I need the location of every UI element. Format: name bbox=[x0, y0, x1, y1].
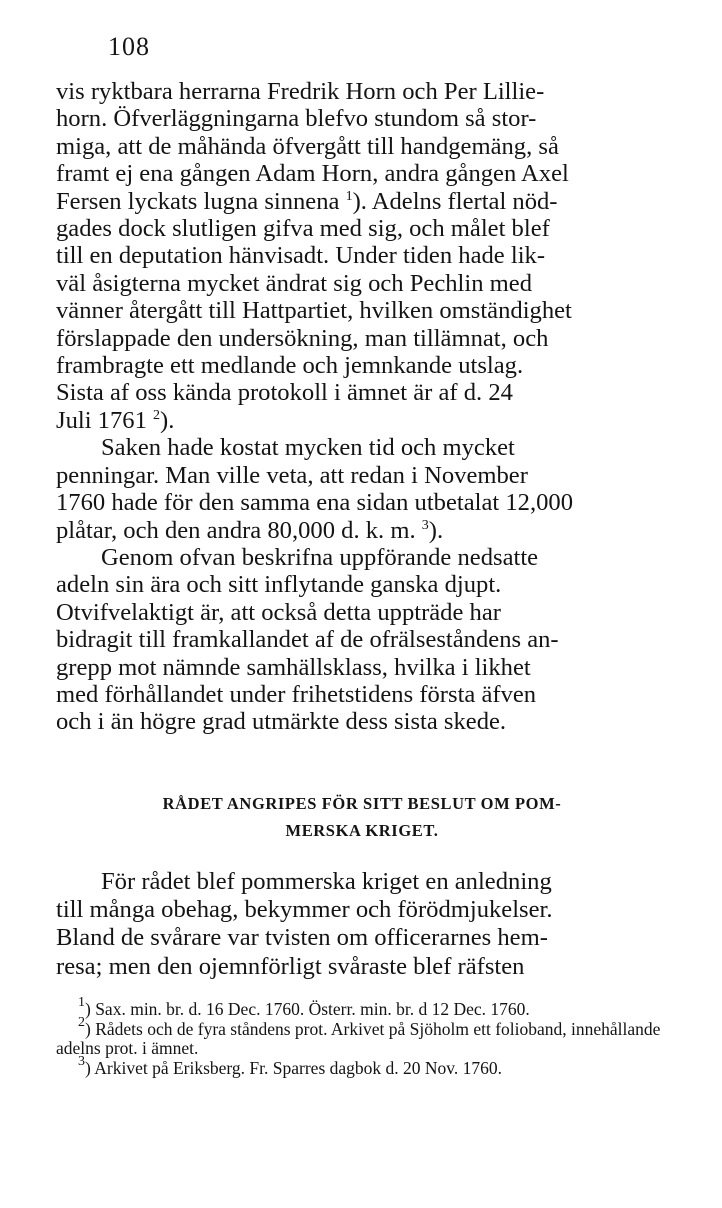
footnote-ref-2: 2 bbox=[153, 407, 161, 423]
main-text bbox=[56, 78, 668, 736]
section-heading-line: RÅDET ANGRIPES FÖR SITT BESLUT OM POM- bbox=[162, 794, 562, 813]
footnote-1 bbox=[56, 995, 668, 1020]
footnote-marker: 3 bbox=[78, 1053, 85, 1069]
page-number: 108 bbox=[108, 32, 150, 61]
text-line bbox=[56, 188, 668, 215]
footnote-3 bbox=[56, 1053, 668, 1079]
text-line: 1760 hade för den samma ena sidan utbetalat 12,000 bbox=[56, 489, 573, 517]
text-fragment: plåtar, och den andra 80,000 d. k. m. bbox=[56, 516, 416, 544]
text-line: till en deputation hänvisadt. Under tiden hade lik- bbox=[56, 242, 546, 270]
text-line: horn. Öfverläggningarna blefvo stundom så stor- bbox=[56, 105, 537, 133]
footnote-marker: 1 bbox=[78, 995, 85, 1010]
text-fragment: ). bbox=[160, 406, 175, 434]
text-line: Genom ofvan beskrifna uppförande nedsatte bbox=[101, 543, 539, 571]
section-paragraph bbox=[56, 868, 668, 981]
footnote-text: ) Rådets och de fyra ståndens prot. Arkivet på Sjöholm ett folioband, innehållande adelns prot. i ämnet. bbox=[56, 1018, 661, 1059]
text-line bbox=[56, 407, 668, 434]
paragraph-3 bbox=[56, 544, 668, 736]
text-line: förslappade den undersökning, man tillämnat, och bbox=[56, 324, 549, 352]
text-line: Otvifvelaktigt är, att också detta uppträde har bbox=[56, 598, 501, 626]
text-fragment: ). Adelns flertal nöd- bbox=[352, 187, 558, 215]
text-fragment: Fersen lyckats lugna sinnena bbox=[56, 187, 340, 215]
text-line: penningar. Man ville veta, att redan i November bbox=[56, 461, 528, 489]
text-line: vis ryktbara herrarna Fredrik Horn och Per Lillie- bbox=[56, 78, 545, 105]
text-line bbox=[56, 517, 668, 544]
footnote-ref-3: 3 bbox=[421, 517, 429, 533]
text-line: För rådet blef pommerska kriget en anledning bbox=[101, 868, 552, 895]
text-line: miga, att de måhända öfvergått till handgemäng, så bbox=[56, 132, 559, 160]
footnote-text: ) Arkivet på Eriksberg. Fr. Sparres dagbok d. 20 Nov. 1760. bbox=[85, 1057, 503, 1078]
section-heading bbox=[56, 790, 668, 844]
text-line: framt ej ena gången Adam Horn, andra gången Axel bbox=[56, 160, 569, 188]
text-line: gades dock slutligen gifva med sig, och målet blef bbox=[56, 215, 550, 243]
text-line: frambragte ett medlande och jemnkande utslag. bbox=[56, 352, 524, 380]
text-line: resa; men den ojemnförligt svåraste blef räfsten bbox=[56, 952, 525, 980]
text-line: Saken hade kostat mycken tid och mycket bbox=[101, 434, 515, 462]
paragraph-2 bbox=[56, 434, 668, 544]
text-fragment: ). bbox=[428, 516, 444, 544]
text-line: och i än högre grad utmärkte dess sista skede. bbox=[56, 708, 507, 736]
text-line: grepp mot nämnde samhällsklass, hvilka i likhet bbox=[56, 653, 531, 681]
section-heading-line: MERSKA KRIGET. bbox=[285, 821, 439, 840]
text-line: Bland de svårare var tvisten om officerarnes hem- bbox=[56, 924, 548, 952]
text-line: Sista af oss kända protokoll i ämnet är af d. 24 bbox=[56, 379, 513, 407]
footnote-ref-1: 1 bbox=[345, 188, 353, 204]
footnote-marker: 2 bbox=[78, 1014, 85, 1030]
footnotes bbox=[56, 995, 668, 1078]
footnote-2 bbox=[56, 1014, 668, 1059]
paragraph-1 bbox=[56, 78, 668, 434]
text-line: bidragit till framkallandet af de ofrälseståndens an- bbox=[56, 626, 559, 654]
text-fragment: Juli 1761 bbox=[56, 406, 147, 434]
text-line: adeln sin ära och sitt inflytande ganska djupt. bbox=[56, 571, 502, 599]
text-line: till många obehag, bekymmer och förödmjukelser. bbox=[56, 896, 553, 924]
text-line: med förhållandet under frihetstidens första äfven bbox=[56, 680, 537, 708]
text-line: vänner återgått till Hattpartiet, hvilken omständighet bbox=[56, 297, 572, 325]
text-line: väl åsigterna mycket ändrat sig och Pechlin med bbox=[56, 269, 533, 297]
footnote-text: ) Sax. min. br. d. 16 Dec. 1760. Österr. min. br. d 12 Dec. 1760. bbox=[85, 999, 530, 1019]
